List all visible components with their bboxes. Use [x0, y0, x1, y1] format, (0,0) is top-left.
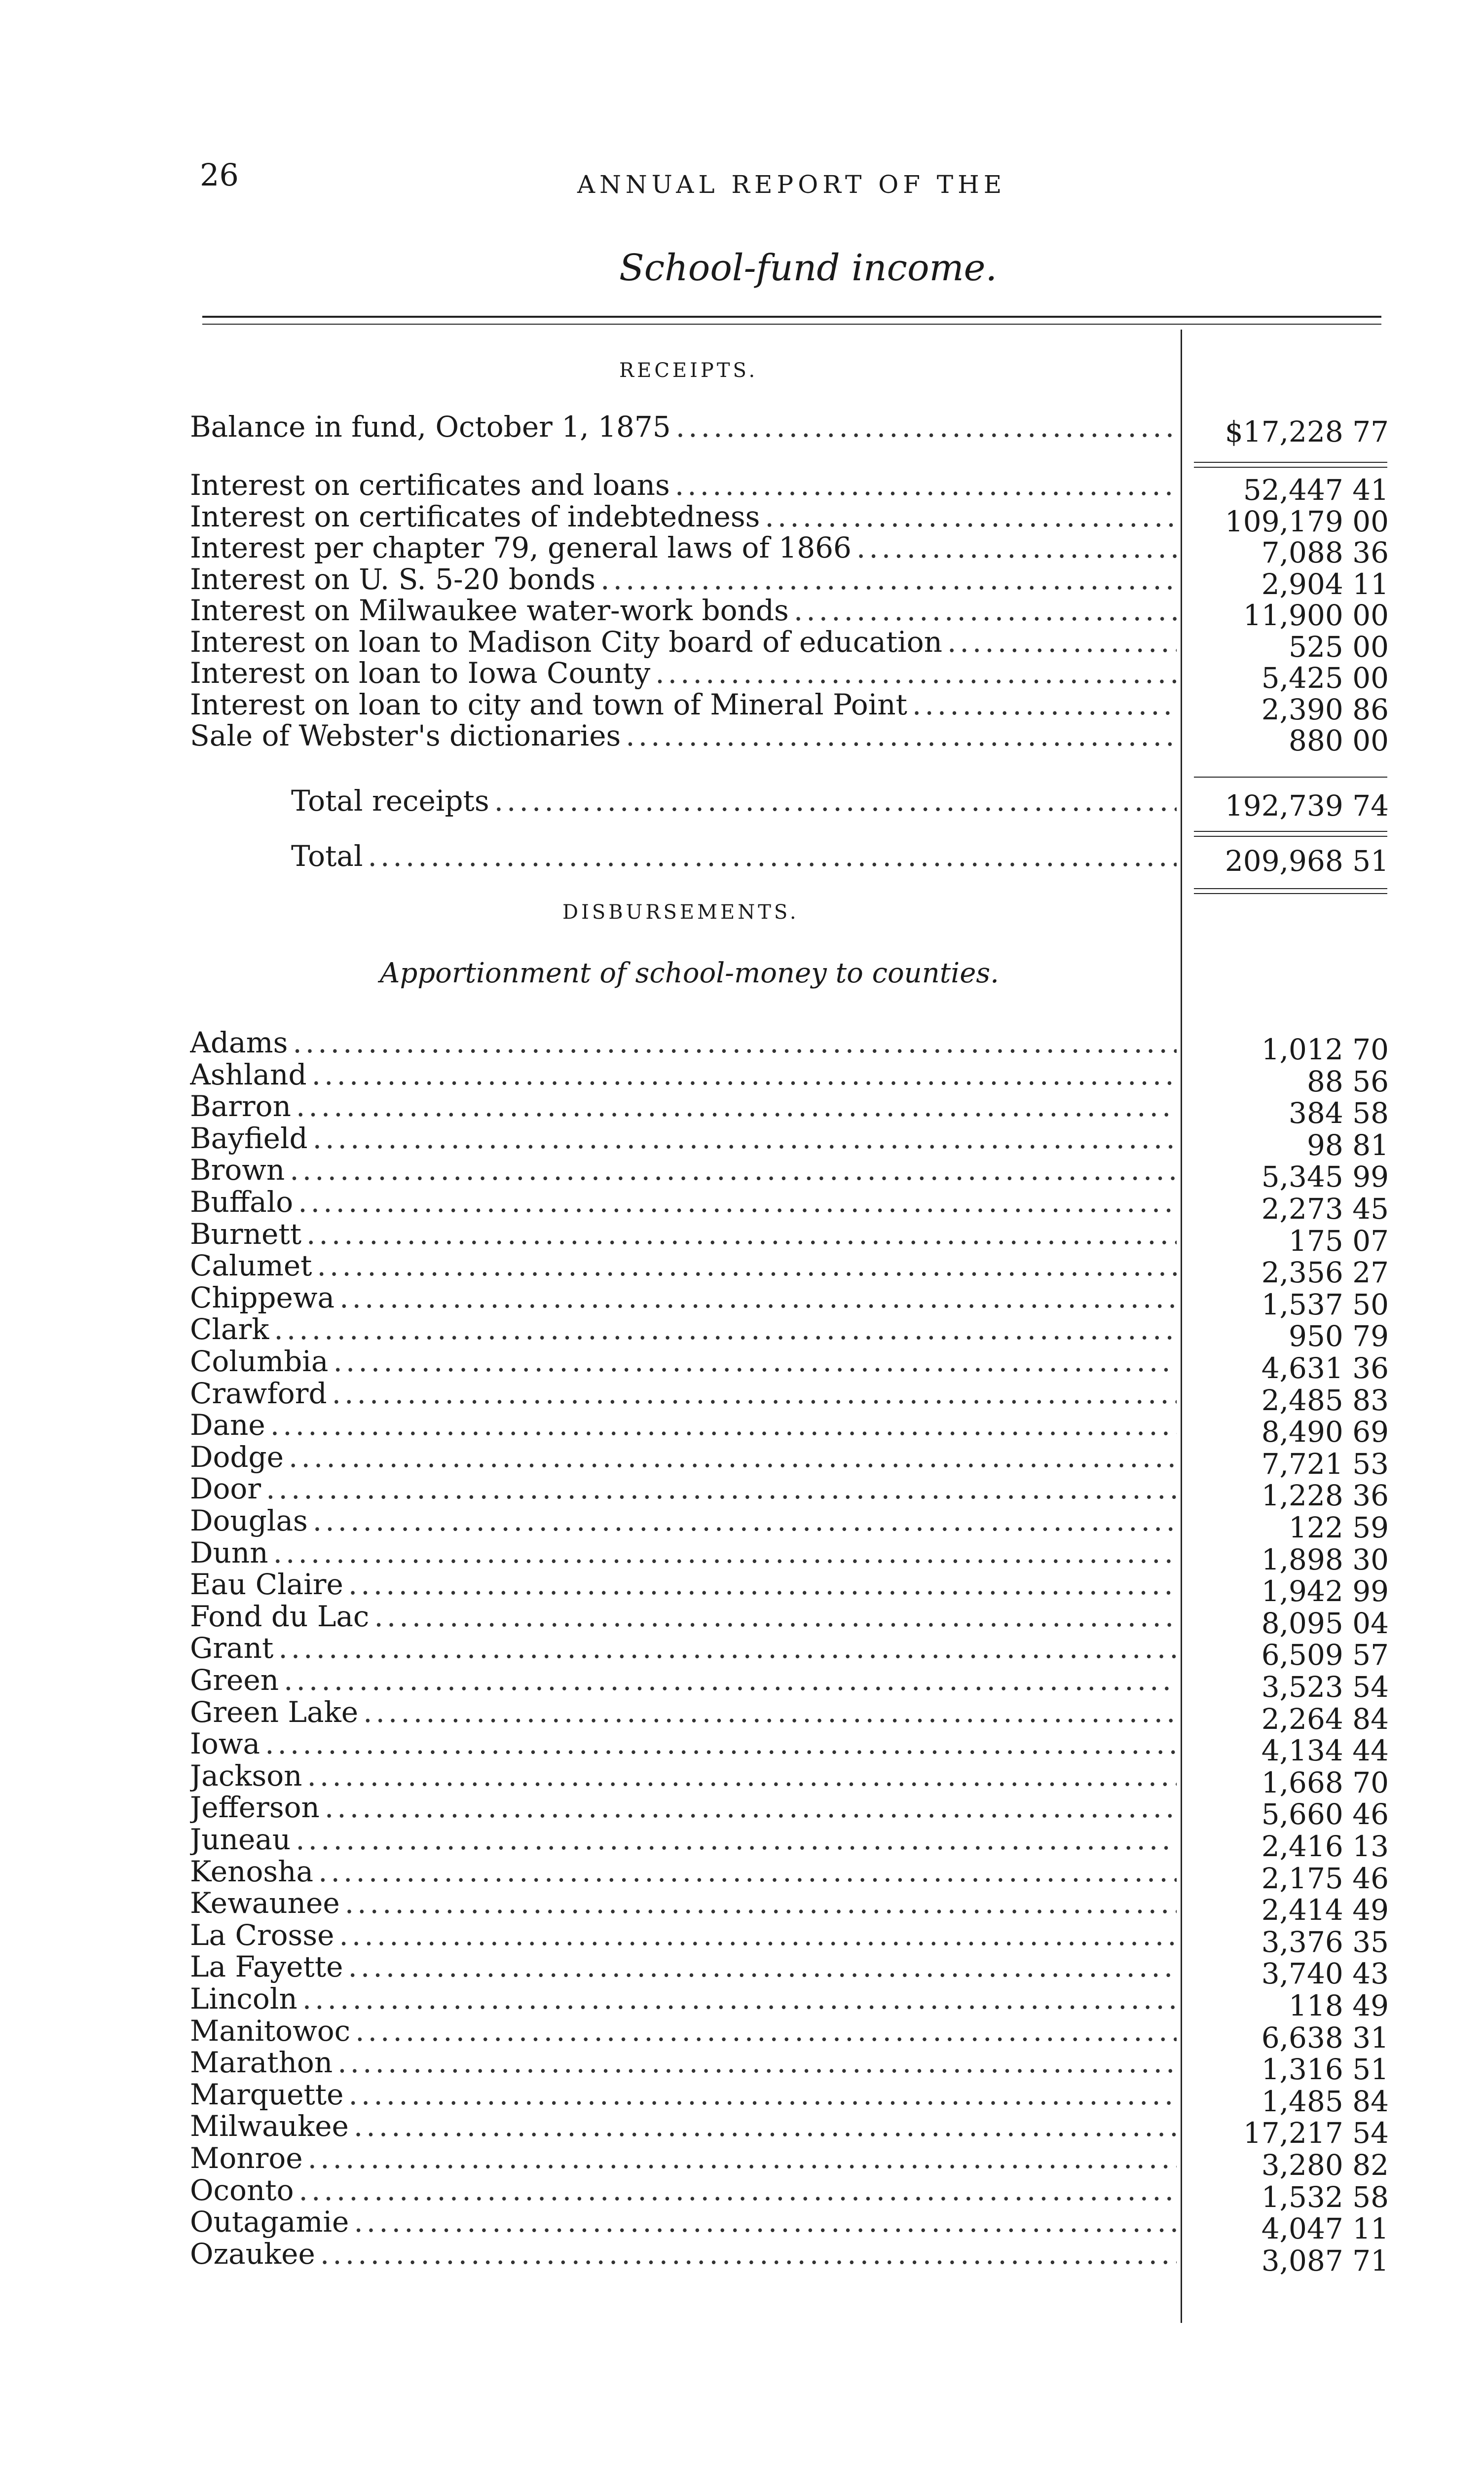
county-amount: 5,345 99: [1261, 1160, 1389, 1194]
county-row: [190, 1823, 1177, 1856]
receipt-item-label: Sale of Webster's dictionaries: [190, 719, 621, 752]
county-label: Jackson: [190, 1759, 302, 1792]
running-header: ANNUAL REPORT OF THE: [577, 170, 1006, 199]
county-amount: 1,485 84: [1261, 2084, 1389, 2118]
county-row: [190, 1409, 1177, 1441]
county-label: Monroe: [190, 2142, 303, 2174]
leader-dots: [284, 1664, 1177, 1696]
county-label: Buffalo: [190, 1186, 294, 1218]
leader-dots: [266, 1472, 1177, 1505]
receipt-item-row: [190, 469, 1177, 501]
receipt-item-row: [190, 594, 1177, 627]
receipt-item-row: [190, 563, 1177, 596]
county-label: Burnett: [190, 1217, 301, 1250]
county-label: Dunn: [190, 1536, 268, 1569]
county-row: [190, 1696, 1177, 1728]
county-row: [190, 1791, 1177, 1824]
receipt-item-row: [190, 719, 1177, 752]
county-label: Eau Claire: [190, 1568, 343, 1601]
county-label: Juneau: [190, 1823, 291, 1856]
county-label: La Crosse: [190, 1918, 334, 1951]
county-row: [190, 2142, 1177, 2174]
leader-dots: [290, 1154, 1177, 1186]
county-amount: 950 79: [1289, 1319, 1389, 1353]
county-label: Oconto: [190, 2173, 294, 2206]
leader-dots: [676, 411, 1177, 443]
county-amount: 2,175 46: [1261, 1861, 1389, 1895]
receipt-item-amount: 11,900 00: [1243, 598, 1389, 632]
county-row: [190, 2046, 1177, 2079]
county-amount: 2,273 45: [1261, 1192, 1389, 1226]
receipt-item-label: Interest on loan to Iowa County: [190, 657, 651, 689]
leader-dots: [296, 1823, 1177, 1856]
leader-dots: [354, 2205, 1177, 2238]
leader-dots: [317, 1249, 1177, 1282]
county-row: [190, 1727, 1177, 1760]
leader-dots: [345, 1887, 1177, 1919]
county-amount: 384 58: [1289, 1096, 1389, 1130]
total-amount: 209,968 51: [1224, 844, 1389, 878]
leader-dots: [320, 2238, 1177, 2270]
receipt-item-label: Interest per chapter 79, general laws of 1866: [190, 531, 852, 564]
county-label: Ashland: [190, 1058, 307, 1091]
county-label: Manitowoc: [190, 2014, 351, 2047]
county-amount: 4,134 44: [1261, 1734, 1389, 1768]
county-label: Lincoln: [190, 1982, 297, 2015]
leader-dots: [626, 719, 1177, 752]
leader-dots: [307, 1759, 1177, 1792]
total-receipts-rule: [1194, 831, 1387, 832]
leader-dots: [354, 2110, 1177, 2142]
total-receipts-label: Total receipts: [291, 785, 489, 817]
leader-dots: [337, 2046, 1177, 2079]
county-amount: 17,217 54: [1243, 2116, 1389, 2150]
county-row: [190, 1058, 1177, 1091]
county-row: [190, 1441, 1177, 1473]
county-label: Outagamie: [190, 2205, 349, 2239]
leader-dots: [278, 1632, 1177, 1664]
county-label: Green: [190, 1664, 279, 1696]
county-amount: 1,898 30: [1261, 1542, 1389, 1576]
county-amount: 122 59: [1289, 1511, 1389, 1544]
county-row: [190, 1504, 1177, 1537]
receipt-item-label: Interest on U. S. 5-20 bonds: [190, 562, 596, 596]
leader-dots: [794, 594, 1177, 627]
leader-dots: [265, 1727, 1177, 1760]
county-row: [190, 1600, 1177, 1633]
county-amount: 118 49: [1289, 1989, 1389, 2022]
county-amount: 1,012 70: [1261, 1033, 1389, 1066]
county-label: Marquette: [190, 2078, 344, 2111]
receipt-item-amount: 525 00: [1289, 630, 1389, 664]
county-row: [190, 1950, 1177, 1983]
county-label: Chippewa: [190, 1281, 335, 1314]
county-amount: 1,532 58: [1261, 2180, 1389, 2214]
county-label: Marathon: [190, 2046, 333, 2079]
receipt-item-amount: 880 00: [1289, 724, 1389, 757]
county-row: [190, 1281, 1177, 1314]
county-amount: 8,095 04: [1261, 1606, 1389, 1640]
county-row: [190, 1759, 1177, 1792]
county-amount: 6,638 31: [1261, 2020, 1389, 2055]
leader-dots: [299, 2174, 1177, 2206]
county-row: [190, 2078, 1177, 2111]
balance-rule-lower: [1194, 467, 1387, 468]
leader-dots: [374, 1600, 1177, 1633]
county-row: [190, 1982, 1177, 2015]
receipt-item-amount: 2,904 11: [1261, 567, 1389, 601]
county-row: [190, 1377, 1177, 1410]
county-row: [190, 2205, 1177, 2238]
total-rule-lower: [1194, 893, 1387, 894]
leader-dots: [348, 2078, 1177, 2111]
receipt-item-label: Interest on loan to Madison City board of education: [190, 625, 942, 658]
receipt-item-label: Interest on loan to city and town of Mineral Point: [190, 688, 907, 721]
leader-dots: [856, 531, 1177, 564]
county-amount: 8,490 69: [1261, 1415, 1389, 1449]
total-receipts-row: [291, 785, 1177, 817]
leader-dots: [298, 1186, 1177, 1218]
county-label: Door: [190, 1472, 261, 1505]
apportionment-heading: Apportionment of school-money to counties.: [380, 957, 999, 989]
county-amount: 2,485 83: [1261, 1383, 1389, 1417]
county-row: [190, 1536, 1177, 1569]
receipt-item-amount: 5,425 00: [1261, 661, 1389, 695]
leader-dots: [313, 1122, 1177, 1155]
leader-dots: [655, 657, 1177, 689]
county-label: Douglas: [190, 1504, 308, 1537]
county-row: [190, 1090, 1177, 1122]
county-amount: 2,416 13: [1261, 1830, 1389, 1863]
leader-dots: [339, 1281, 1177, 1314]
balance-rule: [1194, 462, 1387, 463]
county-label: Grant: [190, 1632, 274, 1665]
balance-row: [190, 411, 1177, 443]
county-label: Milwaukee: [190, 2110, 349, 2143]
county-row: [190, 1855, 1177, 1888]
county-row: [190, 2238, 1177, 2270]
page-subtitle: School-fund income.: [619, 247, 997, 289]
leader-dots: [325, 1791, 1177, 1824]
county-amount: 88 56: [1306, 1064, 1389, 1098]
county-row: [190, 1154, 1177, 1186]
receipt-item-label: Interest on certificates of indebtedness: [190, 500, 760, 533]
county-label: Ozaukee: [190, 2237, 315, 2270]
leader-dots: [348, 1950, 1177, 1983]
leader-dots: [308, 2142, 1177, 2174]
page-number: 26: [200, 157, 239, 193]
county-label: Calumet: [190, 1249, 312, 1282]
items-sum-rule: [1194, 777, 1387, 778]
county-label: Jefferson: [190, 1791, 320, 1824]
receipt-item-label: Interest on certificates and loans: [190, 469, 670, 501]
county-label: Dodge: [190, 1440, 284, 1473]
leader-dots: [302, 1982, 1177, 2015]
leader-dots: [333, 1345, 1177, 1378]
leader-dots: [274, 1313, 1177, 1346]
leader-dots: [947, 626, 1177, 658]
county-amount: 3,740 43: [1261, 1957, 1389, 1991]
county-amount: 3,523 54: [1261, 1670, 1389, 1704]
county-amount: 5,660 46: [1261, 1797, 1389, 1832]
county-label: Kenosha: [190, 1855, 314, 1888]
county-row: [190, 2015, 1177, 2047]
receipt-item-row: [190, 626, 1177, 658]
leader-dots: [289, 1441, 1177, 1473]
amount-column-divider: [1181, 330, 1182, 2323]
total-row: [291, 840, 1177, 872]
county-row: [190, 1313, 1177, 1346]
leader-dots: [339, 1919, 1177, 1951]
county-label: Fond du Lac: [190, 1600, 370, 1633]
county-label: Dane: [190, 1409, 265, 1442]
county-row: [190, 1472, 1177, 1505]
county-label: Bayfield: [190, 1121, 308, 1155]
county-amount: 2,356 27: [1261, 1256, 1389, 1290]
county-row: [190, 1887, 1177, 1919]
leader-dots: [313, 1504, 1177, 1537]
leader-dots: [318, 1855, 1177, 1888]
county-amount: 1,942 99: [1261, 1574, 1389, 1608]
county-row: [190, 1249, 1177, 1282]
receipt-item-amount: 52,447 41: [1243, 473, 1389, 507]
county-label: La Fayette: [190, 1950, 343, 1983]
county-amount: 4,047 11: [1261, 2212, 1389, 2246]
leader-dots: [494, 785, 1177, 817]
county-label: Iowa: [190, 1727, 260, 1760]
county-amount: 4,631 36: [1261, 1351, 1389, 1385]
receipt-item-row: [190, 531, 1177, 564]
county-row: [190, 1632, 1177, 1664]
leader-dots: [368, 840, 1177, 872]
balance-amount: $17,228 77: [1224, 415, 1389, 449]
leader-dots: [270, 1409, 1177, 1441]
leader-dots: [348, 1568, 1177, 1601]
county-amount: 3,280 82: [1261, 2148, 1389, 2182]
disbursements-heading: DISBURSEMENTS.: [562, 901, 799, 924]
county-amount: 3,087 71: [1261, 2243, 1389, 2278]
receipt-item-row: [190, 500, 1177, 533]
county-row: [190, 1919, 1177, 1951]
county-amount: 1,537 50: [1261, 1287, 1389, 1321]
total-receipts-rule-lower: [1194, 836, 1387, 837]
receipt-item-row: [190, 688, 1177, 721]
county-label: Clark: [190, 1313, 269, 1346]
top-double-rule: [202, 316, 1381, 318]
receipts-heading: RECEIPTS.: [619, 359, 758, 382]
county-label: Crawford: [190, 1377, 327, 1410]
balance-label: Balance in fund, October 1, 1875: [190, 411, 671, 443]
county-label: Kewaunee: [190, 1887, 340, 1920]
county-label: Adams: [190, 1026, 288, 1059]
receipt-item-row: [190, 657, 1177, 689]
receipt-item-amount: 109,179 00: [1224, 504, 1389, 538]
leader-dots: [912, 688, 1177, 721]
leader-dots: [355, 2015, 1177, 2047]
county-row: [190, 1122, 1177, 1155]
leader-dots: [332, 1377, 1177, 1410]
county-amount: 3,376 35: [1261, 1925, 1389, 1959]
county-amount: 6,509 57: [1261, 1638, 1389, 1672]
county-amount: 2,264 84: [1261, 1702, 1389, 1736]
top-double-rule-lower: [202, 324, 1381, 325]
leader-dots: [600, 563, 1177, 596]
county-label: Green Lake: [190, 1695, 359, 1728]
receipt-item-amount: 7,088 36: [1261, 536, 1389, 569]
county-amount: 1,668 70: [1261, 1765, 1389, 1799]
county-label: Brown: [190, 1154, 285, 1187]
leader-dots: [273, 1536, 1177, 1569]
county-amount: 175 07: [1289, 1224, 1389, 1258]
leader-dots: [293, 1026, 1177, 1059]
leader-dots: [306, 1218, 1177, 1250]
leader-dots: [296, 1090, 1177, 1122]
receipt-item-amount: 2,390 86: [1261, 692, 1389, 726]
total-receipts-amount: 192,739 74: [1224, 789, 1389, 822]
county-row: [190, 1345, 1177, 1378]
county-row: [190, 1186, 1177, 1218]
county-amount: 98 81: [1306, 1128, 1389, 1162]
county-amount: 7,721 53: [1261, 1447, 1389, 1481]
county-amount: 1,316 51: [1261, 2053, 1389, 2087]
county-row: [190, 1664, 1177, 1696]
leader-dots: [675, 469, 1177, 501]
leader-dots: [363, 1696, 1177, 1728]
county-amount: 2,414 49: [1261, 1893, 1389, 1927]
county-row: [190, 2110, 1177, 2142]
total-rule: [1194, 888, 1387, 889]
county-amount: 1,228 36: [1261, 1479, 1389, 1513]
leader-dots: [312, 1058, 1177, 1091]
county-label: Barron: [190, 1090, 291, 1123]
county-label: Columbia: [190, 1345, 329, 1378]
county-row: [190, 1568, 1177, 1601]
county-row: [190, 1026, 1177, 1059]
receipt-item-label: Interest on Milwaukee water-work bonds: [190, 594, 789, 627]
total-label: Total: [291, 840, 363, 872]
county-row: [190, 1218, 1177, 1250]
county-row: [190, 2174, 1177, 2206]
leader-dots: [765, 500, 1177, 533]
